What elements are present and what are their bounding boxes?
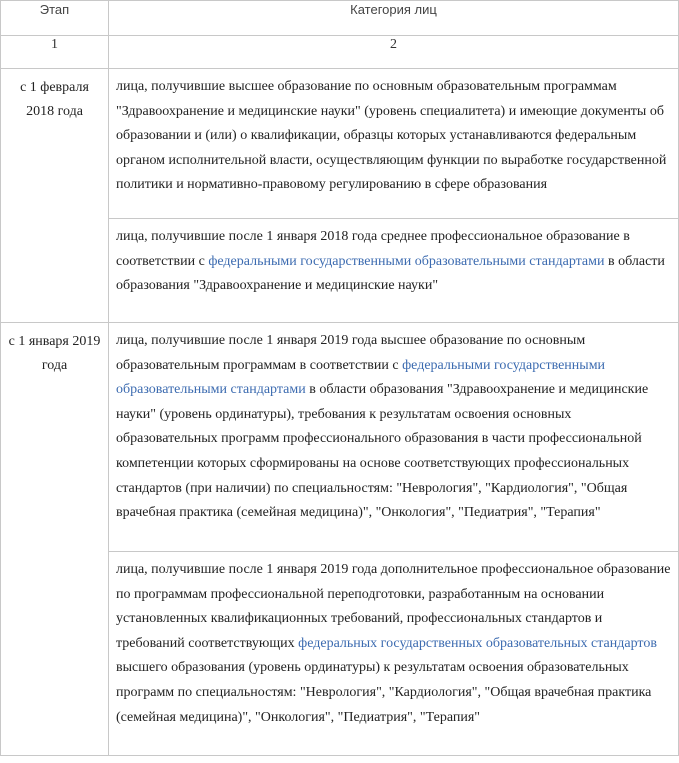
category-cell — [109, 552, 679, 756]
column-number-category: 2 — [109, 36, 679, 69]
category-cell — [109, 219, 679, 323]
header-row — [1, 1, 679, 36]
category-text: лица, получившие высшее образование по основным образовательным программам "Здравоохранение и медицинские науки" (уровень специалитета) и имеющие документы об образовании и (или) о квалификации, образцы которых устанавливаются федеральным органом исполнительной власти, осуществляющим функции по выработке государственной политики и нормативно-правовому регулированию в сфере образования — [116, 79, 667, 193]
stage-text: с 1 января 2019 года — [8, 334, 101, 373]
category-text-tail: в области образования "Здравоохранение и медицинские науки" (уровень ординатуры), требования к результатам освоения основных образовательных программ профессионального образования в части профессиональной компетенции которых сформированы на основе соответствующих профессиональных стандартов (при наличии) по специальностям: "Неврология", "Кардиология", "Общая врачебная практика (семейная медицина)", "Онкология", "Педиатрия", "Терапия" — [116, 382, 649, 521]
standards-link[interactable]: федеральных государственных образовательных стандартов — [298, 635, 657, 651]
category-text: лица, получившие после 1 января 2019 года высшее образование по основным образовательным программам в соответствии с — [116, 333, 586, 373]
stage-cell — [1, 69, 109, 323]
stage-cell — [1, 323, 109, 756]
category-cell — [109, 323, 679, 552]
category-text: лица, получившие после 1 января 2019 года дополнительное профессиональное образование по программам профессиональной переподготовки, разработанным на основании установленных квалификационных требований, профессиональных стандартов и требований соответствующих — [116, 562, 671, 651]
table-row — [1, 323, 679, 552]
category-text-tail: высшего образования (уровень ординатуры) к результатам освоения образовательных программ по специальностям: "Неврология", "Кардиология", "Общая врачебная практика (семейная медицина)", "Онкология", "Педиатрия", "Терапия" — [116, 660, 652, 725]
category-cell — [109, 69, 679, 219]
standards-link[interactable]: федеральными государственными образовательными стандартами — [116, 357, 606, 398]
category-text: лица, получившие после 1 января 2018 года среднее профессиональное образование в соответствии с — [116, 229, 630, 269]
standards-link[interactable]: федеральными государственными образовательными стандартами — [208, 253, 605, 269]
table-row — [1, 69, 679, 219]
header-category: Категория лиц — [109, 1, 679, 36]
column-number-stage: 1 — [1, 36, 109, 69]
category-text-tail: в области образования "Здравоохранение и медицинские науки" — [116, 253, 665, 294]
stage-text: с 1 февраля 2018 года — [20, 80, 89, 119]
column-number-row — [1, 36, 679, 69]
header-stage: Этап — [1, 1, 109, 36]
